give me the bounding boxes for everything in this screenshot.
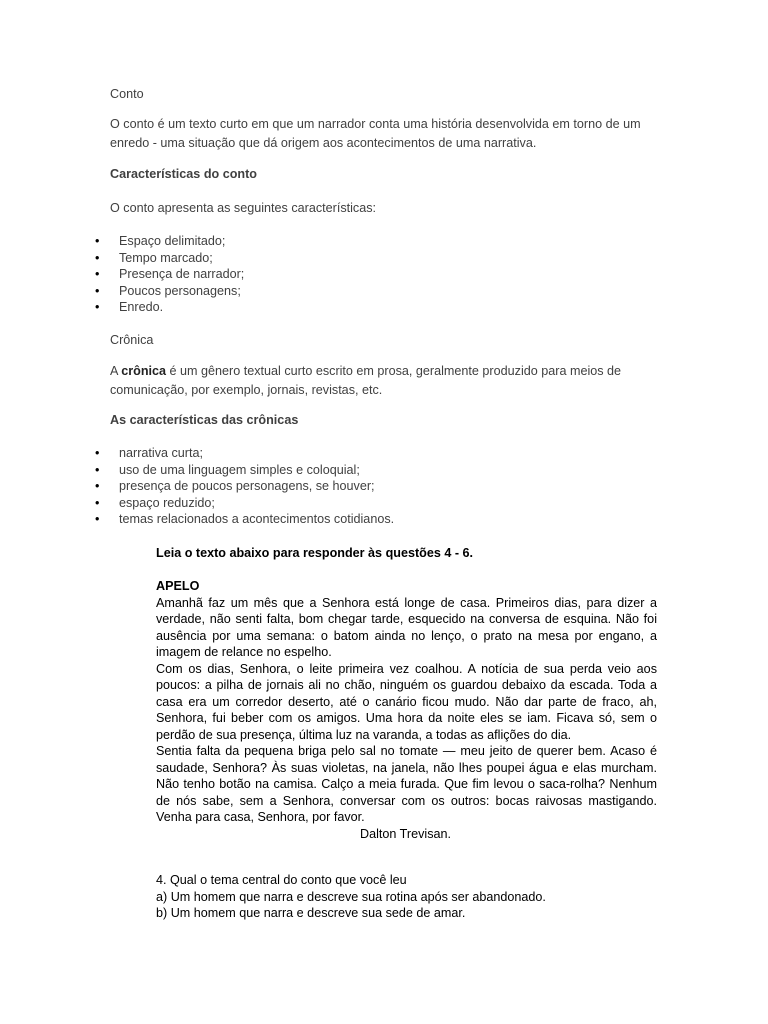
conto-characteristics-list [0, 233, 244, 316]
list-item: • espaço reduzido; [0, 495, 394, 512]
list-item: • Espaço delimitado; [0, 233, 244, 250]
list-item: • Tempo marcado; [0, 250, 244, 267]
conto-subheading: Características do conto [110, 167, 257, 181]
list-item: • Enredo. [0, 299, 244, 316]
conto-title: Conto [110, 87, 144, 101]
reading-instruction: Leia o texto abaixo para responder às questões 4 - 6. [156, 546, 474, 560]
question-option: a) Um homem que narra e descreve sua rotina após ser abandonado. [156, 889, 546, 904]
conto-subheading-block [110, 165, 655, 184]
list-item: • narrativa curta; [0, 445, 394, 462]
cronica-intro-post: é um gênero textual curto escrito em prosa, geralmente produzido para meios de comunicação, por exemplo, jornais, revistas, etc. [110, 364, 622, 397]
cronica-intro-bold: crônica [121, 364, 167, 378]
cronica-intro-pre: A [110, 364, 122, 378]
list-item: • Poucos personagens; [0, 283, 244, 300]
cronica-intro-block [110, 362, 655, 400]
cronica-heading-block [110, 331, 655, 350]
conto-intro-block [110, 115, 655, 153]
conto-lead: O conto apresenta as seguintes características: [110, 201, 377, 215]
conto-heading [110, 85, 655, 104]
question-block [156, 872, 657, 922]
question-option: b) Um homem que narra e descreve sua sede de amar. [156, 906, 466, 920]
list-item: • temas relacionados a acontecimentos cotidianos. [0, 511, 394, 528]
reading-author: Dalton Trevisan. [360, 826, 451, 841]
spacer [156, 562, 657, 579]
reading-paragraph: Amanhã faz um mês que a Senhora está longe de casa. Primeiros dias, para dizer a verdade, não senti falta, bom chegar tarde, esquecido na conversa de esquina. Não foi ausência por uma semana: o batom ainda no lenço, o prato na mesa por engano, a imagem de relance no espelho. [156, 595, 657, 659]
cronica-subheading: As características das crônicas [110, 413, 299, 427]
list-item: • Presença de narrador; [0, 266, 244, 283]
cronica-title: Crônica [110, 333, 154, 347]
question-prompt: 4. Qual o tema central do conto que você leu [156, 873, 407, 887]
reading-passage [156, 545, 657, 842]
list-item: • uso de uma linguagem simples e coloquial; [0, 462, 394, 479]
reading-paragraph: Com os dias, Senhora, o leite primeira vez coalhou. A notícia de sua perda veio aos poucos: a pilha de jornais ali no chão, ninguém os guardou debaixo da escada. Toda a casa era um corredor deserto, até o canário ficou mudo. Não dar parte de fraco, ah, Senhora, fui beber com os amigos. Uma hora da noite eles se iam. Ficava só, sem o perdão de sua presença, última luz na varanda, a todas as aflições do dia. [156, 661, 657, 742]
cronica-characteristics-list [0, 445, 394, 528]
conto-lead-block [110, 199, 655, 218]
cronica-intro [110, 362, 655, 400]
reading-title: APELO [156, 579, 200, 593]
cronica-subheading-block [110, 411, 655, 430]
conto-intro: O conto é um texto curto em que um narrador conta uma história desenvolvida em torno de um enredo - uma situação que dá origem aos acontecimentos de uma narrativa. [110, 117, 641, 150]
list-item: • presença de poucos personagens, se houver; [0, 478, 394, 495]
reading-paragraph: Sentia falta da pequena briga pelo sal no tomate — meu jeito de querer bem. Acaso é saudade, Senhora? Às suas violetas, na janela, não lhes poupei água e elas murcham. Não tenho botão na camisa. Calço a meia furada. Que fim levou o saca-rolha? Nenhum de nós sabe, sem a Senhora, conversar com os outros: bocas raivosas mastigando. Venha para casa, Senhora, por favor. [156, 744, 657, 824]
